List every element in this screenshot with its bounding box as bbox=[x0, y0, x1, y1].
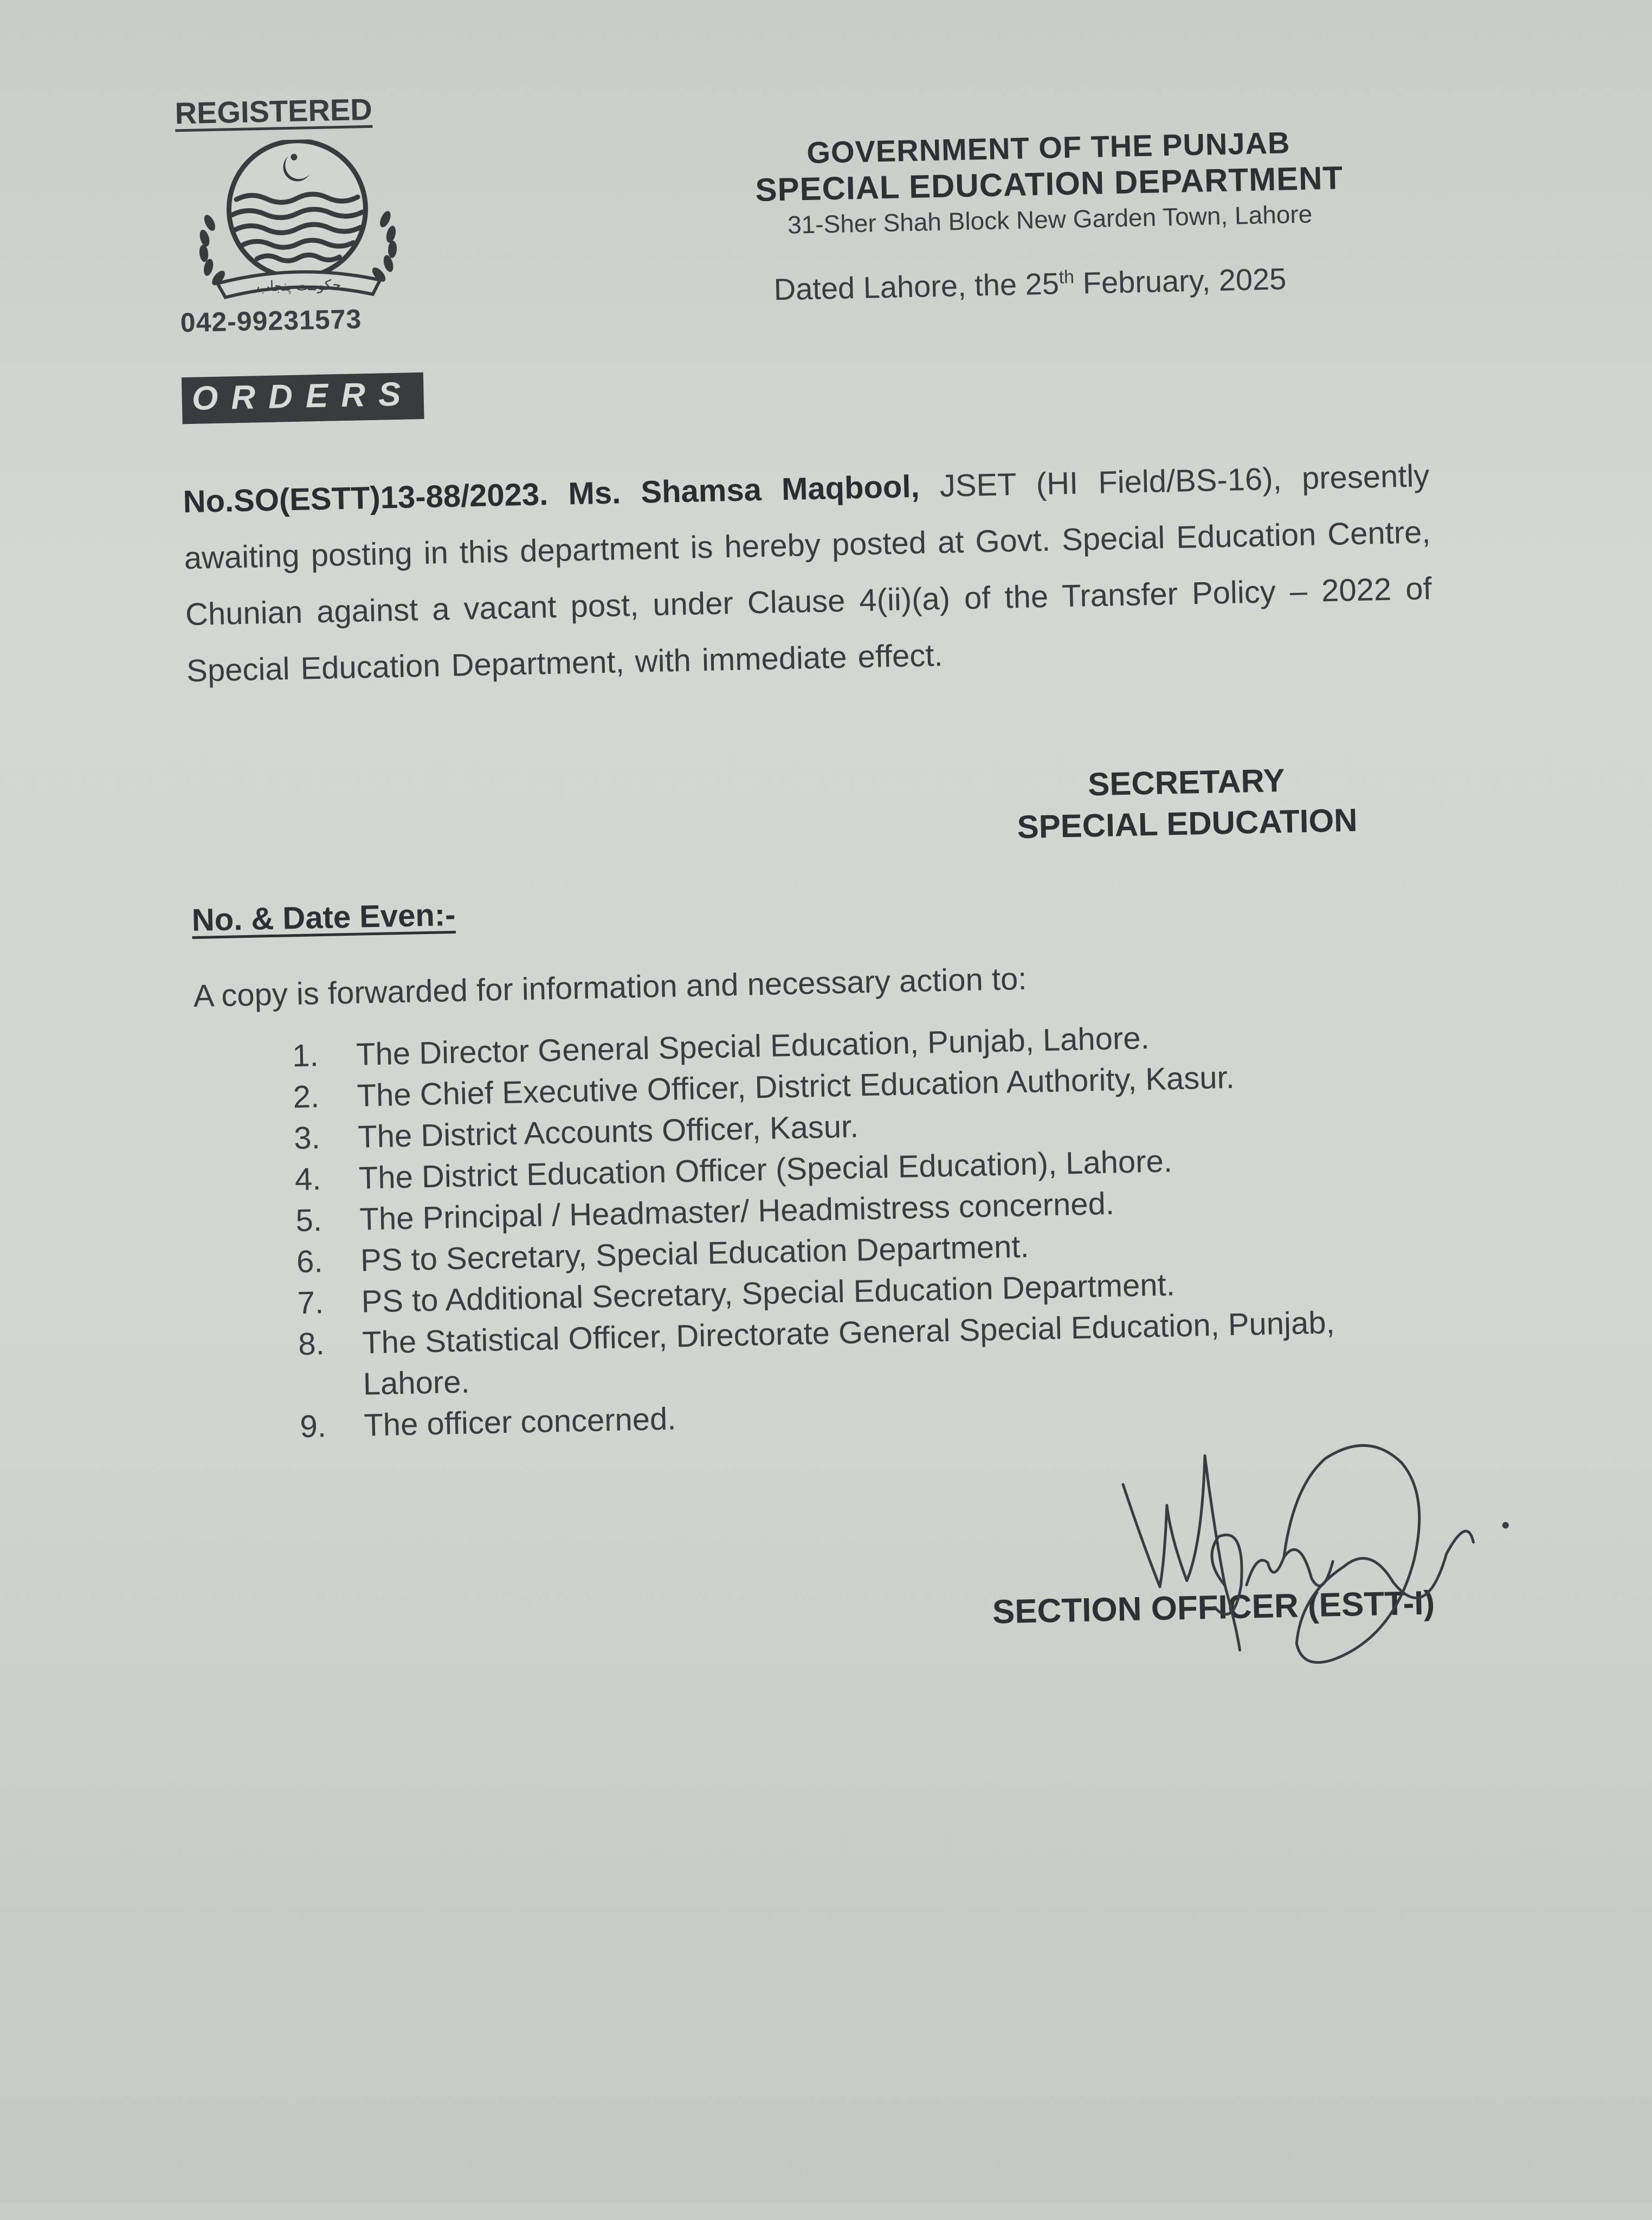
department-title: SPECIAL EDUCATION DEPARTMENT bbox=[754, 159, 1344, 208]
punjab-government-seal-icon bbox=[188, 138, 408, 305]
order-number: No.SO(ESTT)13-88/2023. bbox=[183, 477, 548, 520]
section-officer-title: SECTION OFFICER (ESTT-I) bbox=[992, 1584, 1435, 1631]
distribution-list bbox=[292, 1012, 1438, 1447]
list-item: 8. The Statistical Officer, Directorate General Special Education, Punjab, Lahore. bbox=[298, 1305, 1335, 1402]
government-title: GOVERNMENT OF THE PUNJAB bbox=[806, 125, 1290, 170]
list-item: 1. The Director General Special Education, Punjab, Lahore. bbox=[292, 1020, 1150, 1074]
secretary-title: SECRETARY bbox=[1087, 762, 1286, 803]
list-item: 4. The District Education Officer (Special Education), Lahore. bbox=[294, 1143, 1173, 1198]
copy-forwarded-intro: A copy is forwarded for information and necessary action to: bbox=[193, 961, 1027, 1014]
phone-number: 042-99231573 bbox=[180, 304, 362, 338]
department-address: 31-Sher Shah Block New Garden Town, Lahore bbox=[787, 200, 1313, 239]
list-item: 6. PS to Secretary, Special Education Department. bbox=[296, 1228, 1030, 1280]
officer-name: Ms. Shamsa Maqbool, bbox=[567, 468, 920, 512]
list-item: 7. PS to Additional Secretary, Special Education Department. bbox=[297, 1267, 1176, 1321]
dated-prefix: Dated Lahore, the 25 bbox=[773, 266, 1060, 307]
seal-ribbon-text: حکومت پنجاب bbox=[256, 277, 341, 295]
letterhead-header bbox=[691, 123, 1408, 243]
list-item: 2. The Chief Executive Officer, District Education Authority, Kasur. bbox=[293, 1059, 1235, 1115]
order-paragraph bbox=[183, 448, 1434, 699]
dated-line bbox=[773, 261, 1287, 307]
dated-suffix: February, 2025 bbox=[1074, 261, 1287, 300]
secretary-department: SPECIAL EDUCATION bbox=[1016, 801, 1358, 846]
dated-ordinal: th bbox=[1059, 267, 1075, 288]
list-item: 5. The Principal / Headmaster/ Headmistress concerned. bbox=[295, 1186, 1115, 1239]
secretary-signatory bbox=[953, 757, 1421, 850]
handwritten-signature-icon bbox=[1119, 1417, 1514, 1685]
orders-label: ORDERS bbox=[182, 372, 424, 424]
list-item: 3. The District Accounts Officer, Kasur. bbox=[293, 1109, 859, 1156]
order-body: JSET (HI Field/BS-16), presently awaiting posting in this department is hereby posted at Govt. Special Education Centre, Chunian against a vacant post, under Clause 4(ii)(a) of the Transfer Policy – 2022 of Special Education Department, with immediate effect. bbox=[184, 458, 1432, 689]
no-date-even-heading: No. & Date Even:- bbox=[191, 897, 456, 938]
list-item: 9. The officer concerned. bbox=[299, 1401, 677, 1445]
registered-label: REGISTERED bbox=[175, 92, 373, 131]
